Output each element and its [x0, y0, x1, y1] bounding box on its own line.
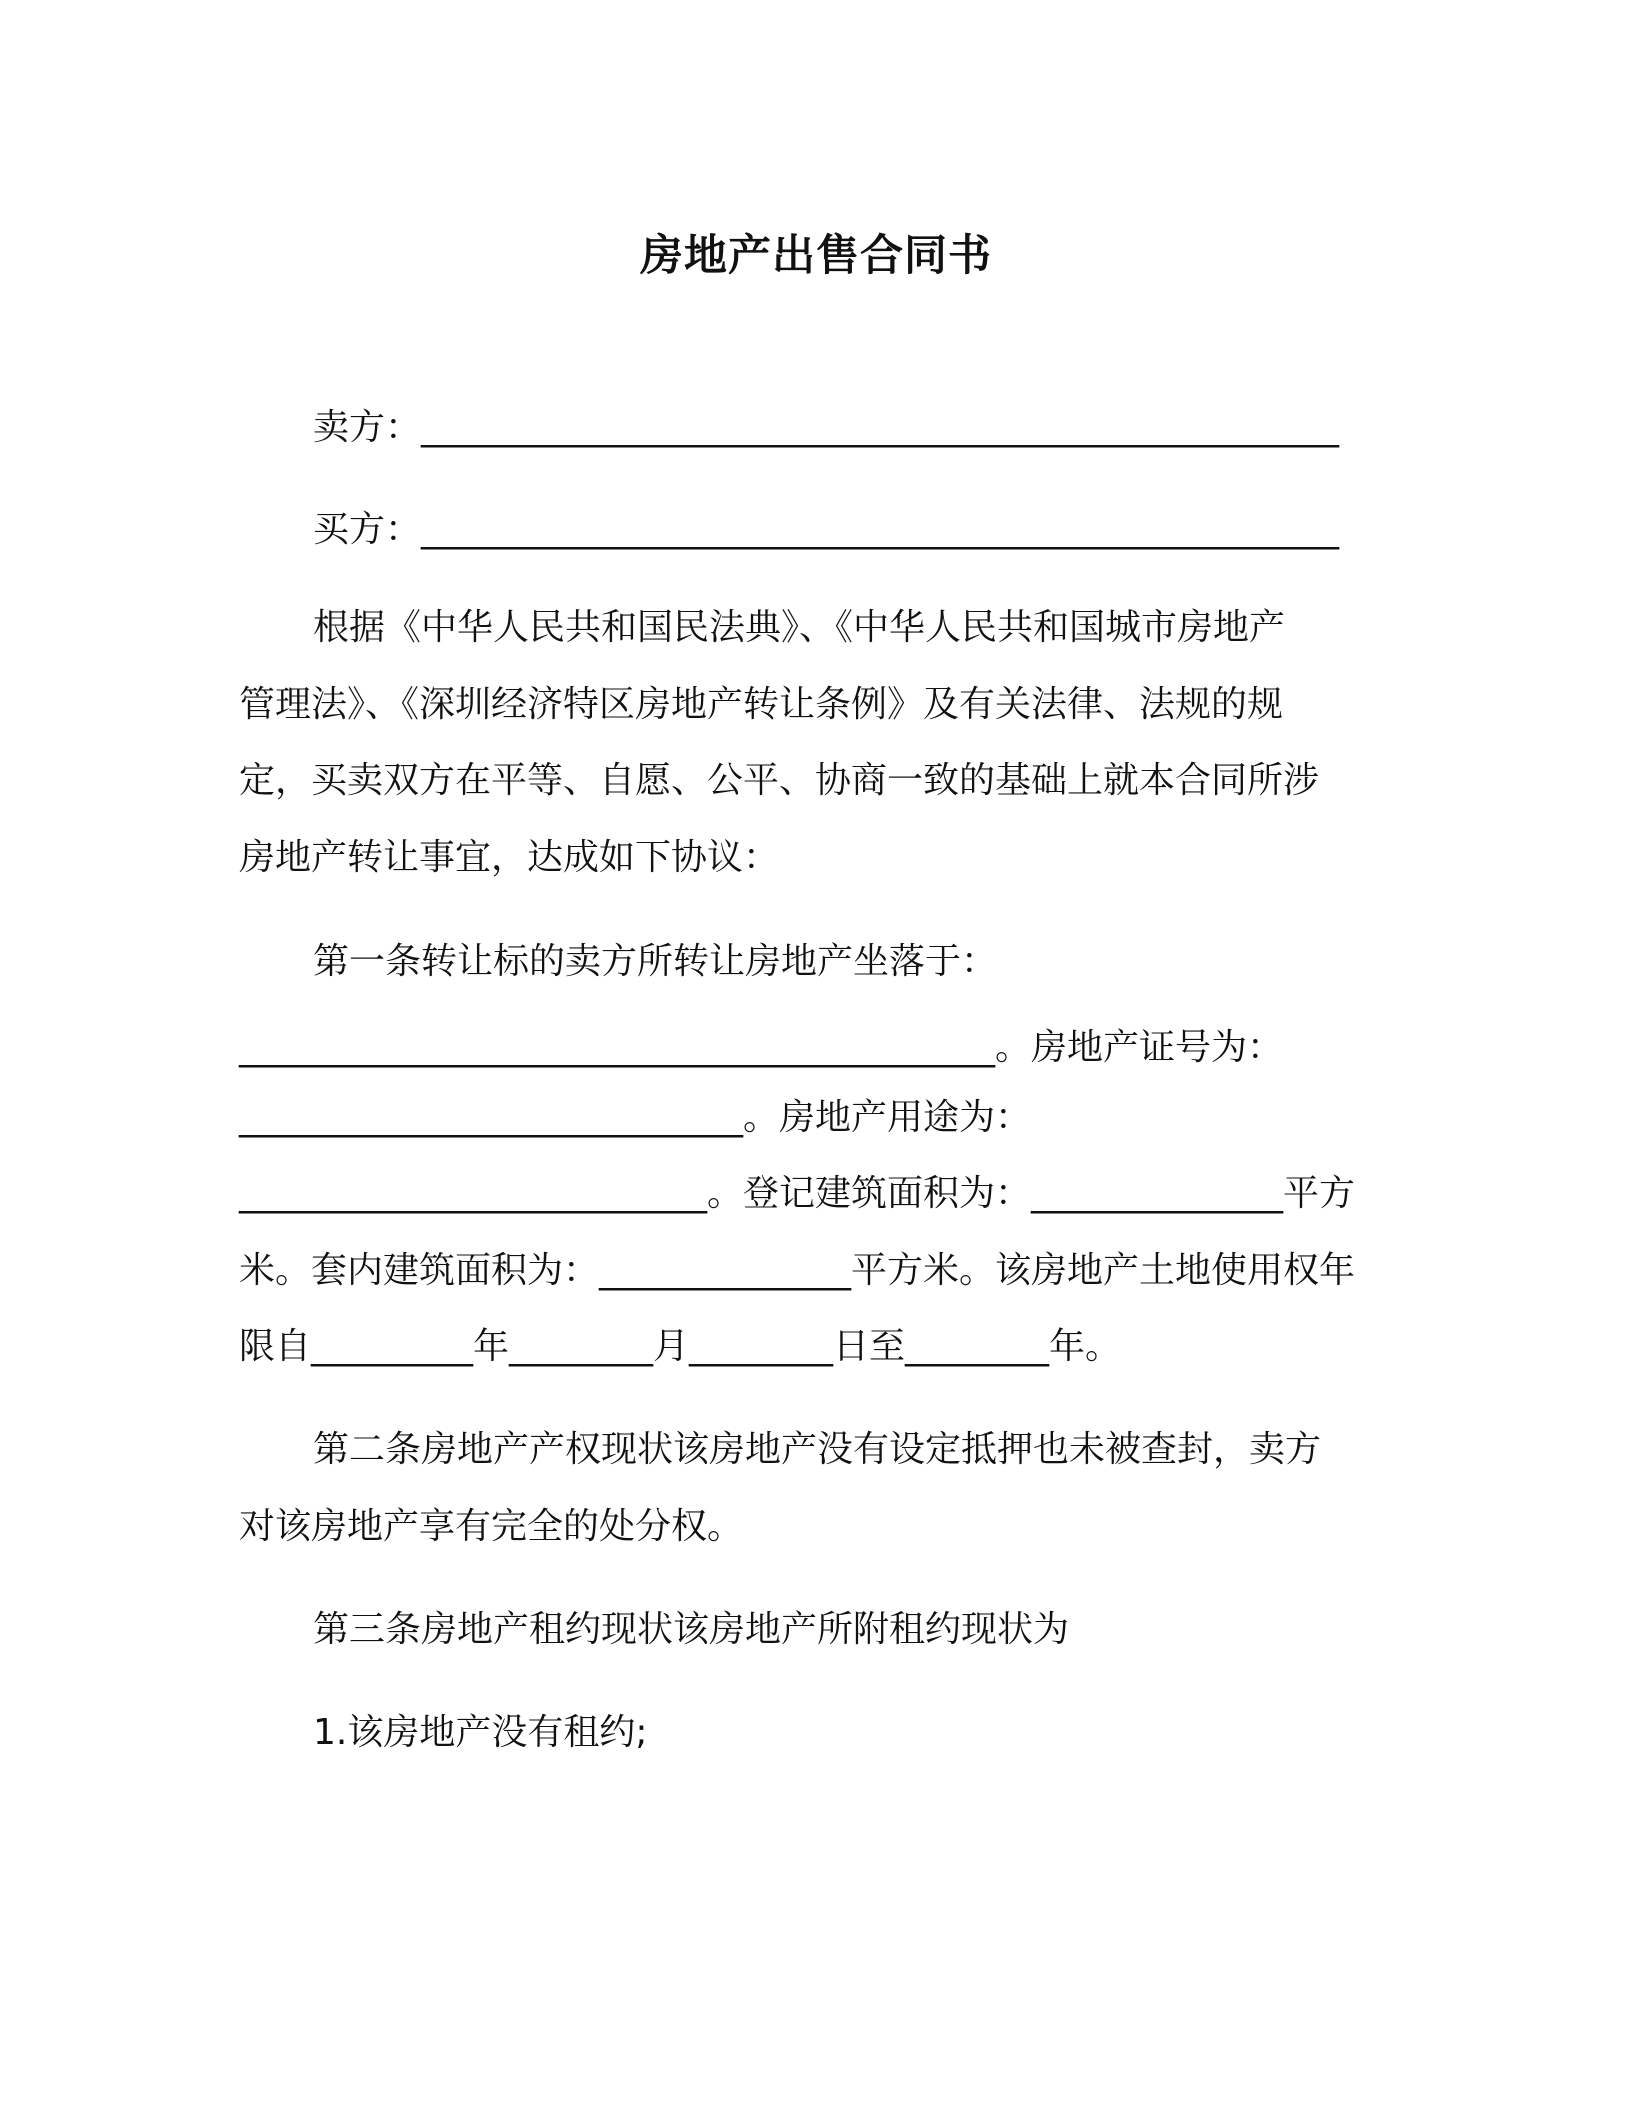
article1-line-2: __________________________________________。房地产证号为： — [239, 1027, 1284, 1068]
preamble-line-1: 根据《中华人民共和国民法典》、《中华人民共和国城市房地产 — [313, 607, 1286, 648]
preamble-line-3: 定，买卖双方在平等、自愿、公平、协商一致的基础上就本合同所涉 — [239, 760, 1320, 801]
buyer-line: 买方：___________________________________________________ — [313, 509, 1339, 550]
article1-line-5: 米。套内建筑面积为：______________平方米。该房地产土地使用权年 — [239, 1250, 1356, 1291]
document-title: 房地产出售合同书 — [640, 231, 992, 281]
article3-line: 第三条房地产租约现状该房地产所附租约现状为 — [313, 1609, 1070, 1650]
article1-heading: 第一条转让标的卖方所转让房地产坐落于： — [313, 941, 998, 982]
article2-line-2: 对该房地产享有完全的处分权。 — [239, 1506, 744, 1547]
article1-line-3: ____________________________。房地产用途为： — [239, 1097, 1032, 1138]
article2-line-1: 第二条房地产产权现状该房地产没有设定抵押也未被查封，卖方 — [313, 1429, 1322, 1470]
seller-line: 卖方：___________________________________________________ — [313, 407, 1339, 448]
preamble-line-2: 管理法》、《深圳经济特区房地产转让条例》及有关法律、法规的规 — [239, 684, 1284, 725]
article1-line-6: 限自_________年________月________日至________年。 — [239, 1326, 1121, 1367]
list-item-1: 1.该房地产没有租约; — [313, 1712, 648, 1753]
article1-line-4: __________________________。登记建筑面积为：______________平方 — [239, 1173, 1356, 1214]
preamble-line-4: 房地产转让事宜，达成如下协议： — [239, 837, 780, 878]
